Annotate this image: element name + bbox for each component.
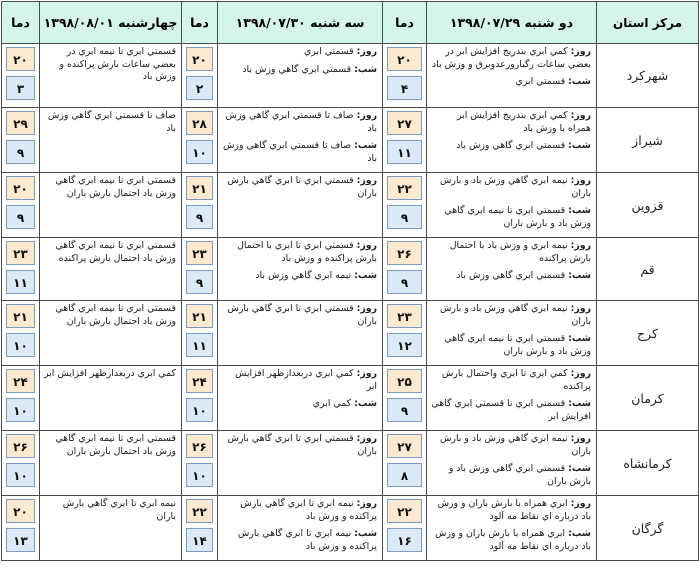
night-label: شب:	[354, 528, 377, 539]
min-temp: ۱۶	[387, 528, 422, 552]
day-forecast	[431, 433, 591, 458]
day-label: روز:	[356, 303, 377, 314]
max-temp: ۲۲	[387, 176, 422, 200]
d3-forecast-cell	[40, 496, 182, 561]
max-temp: ۲۸	[186, 111, 213, 135]
d1-temp-cell	[383, 108, 427, 173]
day-label: روز:	[570, 303, 591, 314]
night-label: شب:	[568, 140, 591, 151]
day-label: روز:	[570, 46, 591, 57]
min-temp: ۱۲	[387, 333, 422, 357]
min-temp: ۹	[186, 270, 213, 294]
d3-forecast-text: قسمتي ابري تا نيمه ابري در بعضي ساعات بارش پراكنده و وزش باد	[59, 46, 176, 82]
d1-temp-cell	[383, 238, 427, 301]
day1-temp-header: دما	[383, 2, 427, 44]
d1-temp-cell	[383, 301, 427, 366]
night-label: شب:	[354, 398, 377, 409]
province-name: شهرکرد	[597, 44, 699, 108]
day-forecast-text: نيمه ابري تا ابري گاهي بارش پراكنده و وزش باد	[240, 498, 377, 522]
night-forecast	[431, 270, 591, 283]
night-forecast-text: صاف تا قسمتي ابري گاهي وزش باد	[222, 140, 377, 164]
min-temp: ۹	[6, 140, 35, 164]
max-temp: ۲۲	[387, 499, 422, 523]
day-label: روز:	[570, 433, 591, 444]
d1-forecast-cell	[427, 108, 597, 173]
d3-temp-cell	[2, 301, 40, 366]
table-row	[2, 301, 699, 366]
day-forecast	[222, 175, 377, 200]
max-temp: ۲۳	[6, 241, 35, 265]
d2-forecast-cell	[218, 366, 383, 431]
day3-temp-header: دما	[2, 2, 40, 44]
night-forecast	[222, 64, 377, 77]
d1-temp-cell	[383, 44, 427, 108]
day-forecast-text: قسمتي ابري تا ابري گاهي بارش باران	[227, 433, 377, 457]
d2-temp-cell	[182, 44, 218, 108]
day-label: روز:	[356, 498, 377, 509]
night-forecast	[222, 398, 377, 411]
min-temp: ۱۳	[6, 528, 35, 552]
max-temp: ۲۱	[186, 176, 213, 200]
day-forecast	[431, 110, 591, 135]
day-label: روز:	[356, 175, 377, 186]
table-row	[2, 496, 699, 561]
d1-forecast-cell	[427, 301, 597, 366]
day-forecast-text: نيمه ابري گاهي وزش باد و بارش باران	[439, 303, 591, 327]
d1-forecast-cell	[427, 44, 597, 108]
d2-forecast-cell	[218, 496, 383, 561]
night-forecast-text: کمي ابري	[312, 398, 352, 409]
d3-forecast-cell	[40, 238, 182, 301]
table-row	[2, 44, 699, 108]
day-forecast	[431, 303, 591, 328]
d3-forecast-text: قسمتي ابري تا نيمه ابري گاهي وزش باد احتمال بارش باران	[55, 175, 176, 199]
forecast-body	[2, 44, 699, 561]
d1-temp-cell	[383, 431, 427, 496]
table-row	[2, 238, 699, 301]
night-label: شب:	[568, 333, 591, 344]
day-forecast-text: ابري همراه با بارش باران و وزش باد درباره اي نقاط مه آلود	[437, 498, 591, 522]
night-forecast	[431, 140, 591, 153]
d3-temp-cell	[2, 238, 40, 301]
min-temp: ۱۱	[6, 270, 35, 294]
night-forecast-text: ابري همراه با بارش باران و وزش باد درباره اي نقاط مه آلود	[435, 528, 591, 552]
min-temp: ۱۰	[186, 463, 213, 487]
d3-forecast-cell	[40, 44, 182, 108]
max-temp: ۲۶	[186, 434, 213, 458]
d1-forecast-cell	[427, 366, 597, 431]
day-forecast-text: صاف تا قسمتي ابري گاهي وزش باد	[225, 110, 377, 134]
night-label: شب:	[568, 205, 591, 216]
max-temp: ۲۳	[387, 304, 422, 328]
day1-header: دو شنبه ۱۳۹۸/۰۷/۲۹	[427, 2, 597, 44]
day-forecast-text: کمي ابري بتدريج افزايش ابر در بعضي ساعات رگبارورعدوبرق و وزش باد	[432, 46, 591, 70]
province-name: گرگان	[597, 496, 699, 561]
d3-forecast-text: کمي ابري دربعدازظهر افزايش ابر	[44, 368, 176, 379]
max-temp: ۲۷	[387, 111, 422, 135]
day-forecast-text: كمي ابري بتدريج افزايش ابر همراه با وزش باد	[456, 110, 591, 134]
d3-forecast-text: قسمتي ابري تا نيمه ابري گاهي وزش باد احتمال بارش پراكنده	[55, 240, 176, 264]
d3-temp-cell	[2, 44, 40, 108]
d3-temp-cell	[2, 496, 40, 561]
min-temp: ۲	[186, 76, 213, 100]
d3-forecast-cell	[40, 173, 182, 238]
d3-forecast-cell	[40, 301, 182, 366]
d2-temp-cell	[182, 431, 218, 496]
min-temp: ۹	[6, 205, 35, 229]
province-name: قزوين	[597, 173, 699, 238]
night-label: شب:	[354, 63, 377, 75]
min-temp: ۱۰	[6, 333, 35, 357]
day-forecast-text: نيمه ابري گاهي وزش باد و بارش باران	[439, 175, 591, 199]
d3-temp-cell	[2, 108, 40, 173]
min-temp: ۱۴	[186, 528, 213, 552]
night-forecast-text: قسمتي ابري گاهي وزش باد	[456, 270, 566, 281]
day-label: روز:	[356, 110, 377, 121]
province-name: كرج	[597, 301, 699, 366]
night-forecast-text: نيمه ابري گاهي وزش باد	[255, 270, 352, 281]
max-temp: ۲۶	[6, 434, 35, 458]
day-forecast	[222, 368, 377, 393]
night-forecast-text: قسمتي ابري گاهي وزش باد و بارش باران	[448, 463, 591, 487]
max-temp: ۲۰	[387, 47, 422, 71]
night-label: شب:	[568, 528, 591, 539]
night-label: شب:	[354, 270, 377, 281]
day-forecast-text: قسمتي ابري	[304, 46, 354, 57]
max-temp: ۲۷	[387, 434, 422, 458]
day-forecast-text: کمي ابري تا ابري واحتمال بارش پراكنده	[441, 368, 591, 392]
day-forecast-text: قسمتي ابري تا ابري گاهي بارش باران	[227, 175, 377, 199]
day-forecast	[222, 303, 377, 328]
night-forecast	[222, 528, 377, 553]
night-label: شب:	[354, 140, 377, 151]
night-forecast	[431, 76, 591, 89]
max-temp: ۲۴	[6, 369, 35, 393]
day-forecast	[222, 498, 377, 523]
max-temp: ۲۰	[6, 499, 35, 523]
night-label: شب:	[568, 270, 591, 281]
night-forecast-text: قسمتي ابري	[515, 76, 566, 87]
max-temp: ۲۲	[186, 499, 213, 523]
d1-temp-cell	[383, 496, 427, 561]
min-temp: ۱۰	[6, 398, 35, 422]
d3-forecast-text: نيمه ابري تا ابري گاهي بارش باران	[62, 498, 176, 522]
night-forecast-text: قسمتي ابري تا قسمتي ابري گاهي افزايش ابر	[431, 398, 591, 422]
night-forecast-text: قسمتي ابري گاهي وزش باد	[456, 140, 566, 151]
max-temp: ۲۴	[186, 369, 213, 393]
night-forecast-text: نيمه ابري تا ابري گاهي بارش پراكنده و وزش باد	[237, 528, 377, 552]
day-label: روز:	[356, 240, 377, 251]
day-label: روز:	[570, 175, 591, 186]
min-temp: ۱۱	[387, 140, 422, 164]
day-forecast	[431, 175, 591, 200]
d1-forecast-cell	[427, 173, 597, 238]
d3-forecast-cell	[40, 431, 182, 496]
d2-temp-cell	[182, 173, 218, 238]
province-name: كرمان	[597, 366, 699, 431]
min-temp: ۳	[6, 76, 35, 100]
max-temp: ۲۹	[6, 111, 35, 135]
max-temp: ۲۶	[387, 241, 422, 265]
night-label: شب:	[568, 463, 591, 474]
forecast-table	[1, 1, 699, 561]
d3-forecast-text: قسمتي ابري تا نيمه ابري گاهي وزش باد احتمال بارش باران	[55, 303, 176, 327]
max-temp: ۲۰	[186, 47, 213, 71]
day-forecast-text: کمي ابري دربعدازظهر افزايش ابر	[235, 368, 377, 392]
day-forecast	[222, 433, 377, 458]
day-label: روز:	[570, 498, 591, 509]
table-row	[2, 173, 699, 238]
d2-temp-cell	[182, 301, 218, 366]
day-forecast	[222, 240, 377, 265]
day2-header: سه شنبه ۱۳۹۸/۰۷/۳۰	[218, 2, 383, 44]
min-temp: ۴	[387, 76, 422, 100]
night-forecast-text: قسمتي ابري تا نيمه ابري گاهي وزش باد و بارش باران	[444, 205, 591, 229]
d3-forecast-cell	[40, 366, 182, 431]
table-row	[2, 108, 699, 173]
d2-temp-cell	[182, 238, 218, 301]
min-temp: ۸	[387, 463, 422, 487]
d2-forecast-cell	[218, 108, 383, 173]
day-label: روز:	[570, 368, 591, 379]
night-forecast	[222, 140, 377, 165]
day-label: روز:	[356, 46, 377, 57]
max-temp: ۲۱	[6, 304, 35, 328]
province-name: قم	[597, 238, 699, 301]
day-label: روز:	[570, 110, 591, 121]
night-forecast	[431, 333, 591, 358]
d2-forecast-cell	[218, 238, 383, 301]
d3-temp-cell	[2, 173, 40, 238]
night-forecast	[431, 528, 591, 553]
min-temp: ۹	[387, 205, 422, 229]
day-forecast-text: قسمتي ابري تا ابري با احتمال بارش پراكنده و وزش باد	[237, 240, 377, 264]
d3-forecast-text: صاف تا قسمتي ابري گاهي وزش باد	[47, 110, 176, 134]
day-forecast	[431, 240, 591, 265]
min-temp: ۱۰	[186, 398, 213, 422]
min-temp: ۱۱	[186, 333, 213, 357]
max-temp: ۲۵	[387, 369, 422, 393]
night-label: شب:	[568, 398, 591, 409]
d2-temp-cell	[182, 366, 218, 431]
min-temp: ۹	[387, 398, 422, 422]
d2-temp-cell	[182, 496, 218, 561]
d2-forecast-cell	[218, 44, 383, 108]
min-temp: ۱۰	[6, 463, 35, 487]
day-forecast	[431, 498, 591, 523]
d1-forecast-cell	[427, 238, 597, 301]
province-name: كرمانشاه	[597, 431, 699, 496]
day-label: روز:	[570, 240, 591, 251]
d2-forecast-cell	[218, 173, 383, 238]
day-forecast-text: نيمه ابري و وزش باد با احتمال بارش پراكنده	[449, 240, 591, 264]
max-temp: ۲۱	[186, 304, 213, 328]
d1-temp-cell	[383, 173, 427, 238]
province-header: مرکز استان	[597, 2, 699, 44]
max-temp: ۲۳	[186, 241, 213, 265]
d2-temp-cell	[182, 108, 218, 173]
day2-temp-header: دما	[182, 2, 218, 44]
night-forecast	[222, 270, 377, 283]
table-row	[2, 431, 699, 496]
night-forecast	[431, 398, 591, 423]
d1-forecast-cell	[427, 496, 597, 561]
day-forecast-text: نيمه ابري گاهي وزش باد و بارش باران	[439, 433, 591, 457]
day-forecast	[431, 368, 591, 393]
night-forecast-text: قسمتي ابري تا نيمه ابري گاهي وزش باد و بارش باران	[444, 333, 591, 357]
d2-forecast-cell	[218, 301, 383, 366]
max-temp: ۲۰	[6, 47, 35, 71]
max-temp: ۲۰	[6, 176, 35, 200]
night-forecast	[431, 463, 591, 488]
day3-header: چهارشنبه ۱۳۹۸/۰۸/۰۱	[40, 2, 182, 44]
night-label: شب:	[568, 76, 591, 87]
d2-forecast-cell	[218, 431, 383, 496]
day-label: روز:	[356, 368, 377, 379]
d3-forecast-cell	[40, 108, 182, 173]
d3-forecast-text: قسمتي ابري تا نيمه ابري گاهي وزش باد احتمال بارش باران	[55, 433, 176, 457]
night-forecast	[431, 205, 591, 230]
min-temp: ۹	[387, 270, 422, 294]
min-temp: ۱۰	[186, 140, 213, 164]
d1-temp-cell	[383, 366, 427, 431]
day-forecast-text: قسمتي ابري تا ابري گاهي بارش باران	[227, 303, 377, 327]
province-name: شيراز	[597, 108, 699, 173]
day-label: روز:	[356, 433, 377, 444]
d1-forecast-cell	[427, 431, 597, 496]
header-row	[2, 2, 699, 44]
night-forecast-text: قسمتي ابري گاهي وزش باد	[242, 63, 352, 75]
day-forecast	[431, 46, 591, 71]
day-forecast	[222, 110, 377, 135]
d3-temp-cell	[2, 431, 40, 496]
table-row	[2, 366, 699, 431]
day-forecast	[222, 46, 377, 59]
d3-temp-cell	[2, 366, 40, 431]
min-temp: ۹	[186, 205, 213, 229]
